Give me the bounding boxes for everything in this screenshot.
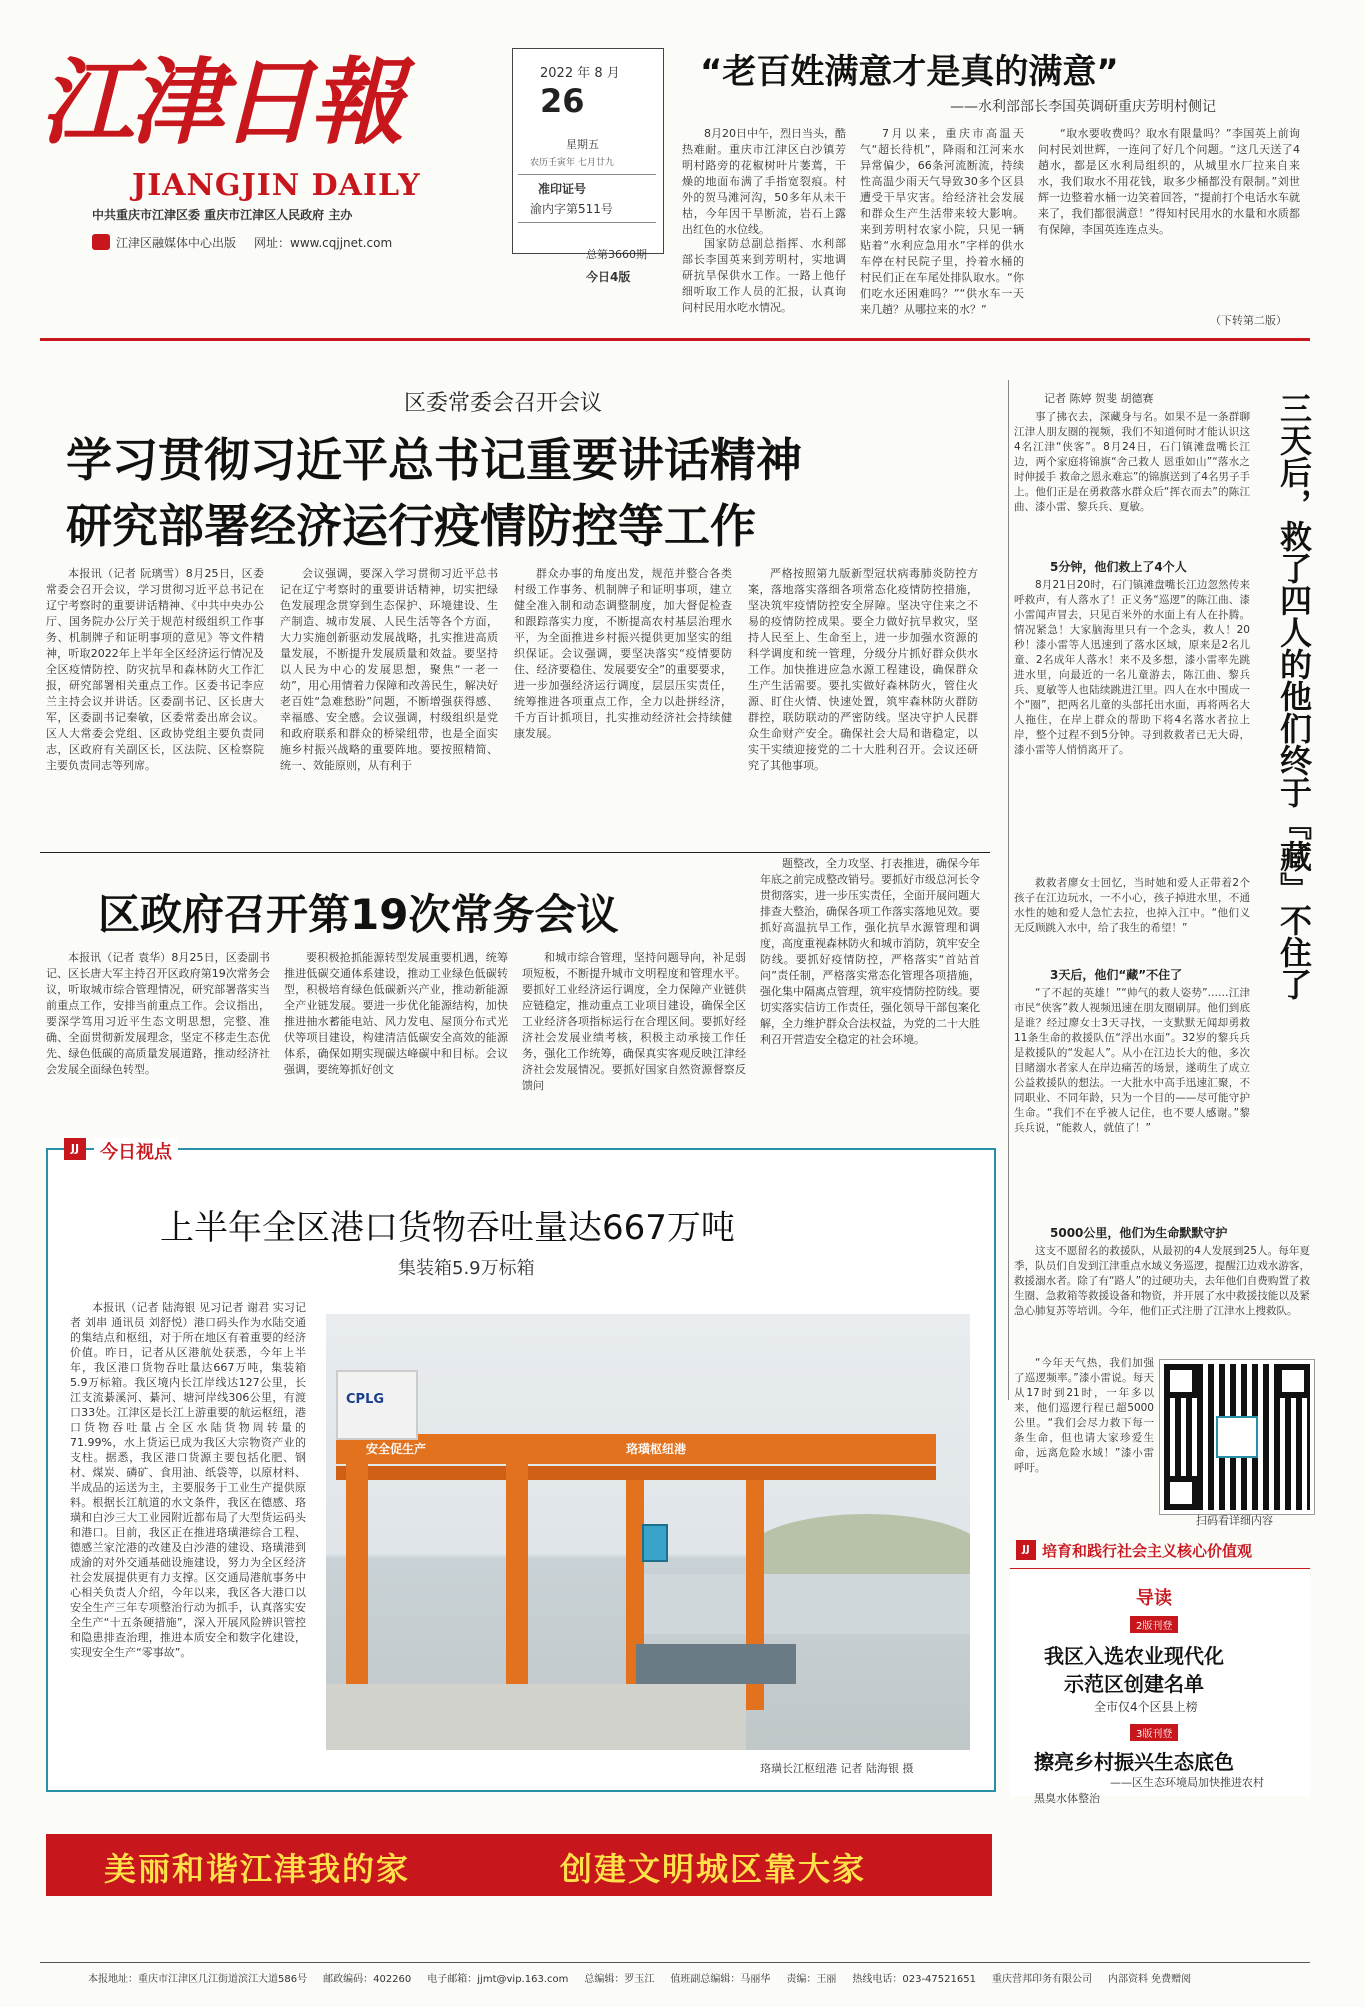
masthead-sponsors: 中共重庆市江津区委 重庆市江津区人民政府 主办 <box>92 208 353 222</box>
sidebar-para-4: “了不起的英雄！”“帅气的救人姿势”……江津市民“侠客”救人视频迅速在朋友圈刷屏。他们到底是谁？经过廖女士3天寻找，一支默默无闻却勇救11条生命的救援队伍“浮出水面”。32岁的黎兵兵是救援队的“发起人”。从小在江边长大的他，多次目睹溺水者家人在岸边痛苦的场景，遂萌生了成立公益救援队的想法。一大批水中高手迅速汇聚，不同职业、不同年龄，只为一个目的——尽可能守护生命。“我们不在乎被人记住，也不要人感谢。”黎兵兵说，“能救人，就值了！” <box>1014 987 1250 1134</box>
photo-sign-cplg: CPLG <box>346 1392 385 1407</box>
permit-label: 准印证号 <box>538 182 587 196</box>
feature-section-label: 今日视点 <box>94 1138 178 1164</box>
meeting2-col-4: 题整改，全力攻坚、打表推进，确保今年年底之前完成整改销号。要抓好市级总河长令贯彻落实，进一步压实责任，全面开展问题大排查大整治，确保各项工作落实落地见效。要抓好高温抗旱工作，强化抗旱水源管理和调度，高度重视森林防火和城市消防，筑牢安全防线。要抓好疫情防控，严格落实“首站首问”责任制，严格落实常态化管理各项措施，强化集中隔离点管理，筑牢疫情防控防线。要切实落实信访工作责任，强化领导干部包案化解，全力维护群众合法权益，为党的二十大胜利召开营造安全稳定的社会环境。 <box>760 857 980 1046</box>
footer-bar <box>88 1970 1310 1985</box>
footer-email: 电子邮箱：jjmt@vip.163.com <box>427 1974 569 1985</box>
permit-number: 渝内字第511号 <box>530 202 613 216</box>
date-weekday: 星期五 <box>566 138 599 151</box>
feature-photo <box>326 1314 970 1750</box>
feature-subtitle: 集装箱5.9万标箱 <box>398 1258 535 1279</box>
values-badge: JJ <box>1016 1540 1036 1560</box>
footer-address: 本报地址：重庆市江津区几江街道滨江大道586号 <box>88 1974 308 1985</box>
footer-editor: 责编：王丽 <box>786 1974 837 1985</box>
banner-left: 美丽和谐江津我的家 <box>104 1850 411 1888</box>
sidebar-para-6: “今年天气热，我们加强了巡逻频率。”漆小雷说。每天从17时到21时，一年多以来，他们巡逻行程已超5000公里。“我们会尽力救下每一条生命，但也请大家珍爱生命，远离危险水域！”漆小雷呼吁。 <box>1014 1357 1154 1474</box>
top-story-col-3: 7月以来，重庆市高温天气“超长待机”，降雨和江河来水异常偏少，66条河流断流，持续性高温少雨天气导致30多个区县遭受干旱灾害。给经济社会发展和群众生产生活带来较大影响。来到芳明村农家小院，只见一辆贴着“水利应急用水”字样的供水车停在村民院子里，拎着水桶的村民们正在车尾处排队取水。“你们吃水还困难吗？”“供水车一天来几趟？从哪拉来的水？” <box>860 127 1024 316</box>
meeting1-col-2: 会议强调，要深入学习贯彻习近平总书记在辽宁考察时的重要讲话精神，切实把绿色发展理念贯穿到生态保护、环境建设、生产制造、城市发展、人民生活等各个方面，大力实施创新驱动发展战略，扎实推进高质量发展，不断提升发展质量和效益。要坚持以人民为中心的发展思想，聚焦“一老一幼”，用心用情着力保障和改善民生，解决好老百姓“急难愁盼”问题，不断增强获得感、幸福感、安全感。会议强调，村级组织是党和政府联系和群众的桥梁纽带，也是全面实施乡村振兴战略的重要阵地。要按照精简、统一、效能原则，从有利于 <box>280 567 498 772</box>
guide-item2-title[interactable]: 擦亮乡村振兴生态底色 <box>1034 1750 1234 1774</box>
meeting2-col-3: 和城市综合管理，坚持问题导向，补足弱项短板，不断提升城市文明程度和管理水平。要抓好工业经济运行调度，全力保障产业链供应链稳定，推动重点工业项目建设，确保全区工业经济各项指标运行在合理区间。要抓好经济社会发展业绩考核，积极主动承接工作任务，强化工作统筹，确保真实客观反映江津经济社会发展情况。要抓好国家自然资源督察反馈问 <box>522 951 746 1092</box>
values-text: 培育和践行社会主义核心价值观 <box>1042 1542 1253 1560</box>
masthead-website: 网址：www.cqjjnet.com <box>254 236 393 250</box>
meeting2-col-2: 要积极抢抓能源转型发展重要机遇，统筹推进低碳交通体系建设，推动工业绿色低碳转型，积极培育绿色低碳新兴产业，推动新能源全产业链发展。要进一步优化能源结构，加快推进抽水蓄能电站、风力发电、屋顶分布式光伏等项目建设，构建清洁低碳安全高效的能源体系，确保如期实现碳达峰碳中和目标。会议强调，要统筹抓好创文 <box>284 951 508 1076</box>
date-year-month: 2022 年 8 月 <box>540 66 620 81</box>
feature-photo-caption: 珞璜长江枢纽港 记者 陆海银 摄 <box>760 1762 914 1775</box>
sidebar-para-1: 事了拂衣去，深藏身与名。如果不是一条群聊江津人朋友圈的视频，我们不知道何时才能认识这4名江津“侠客”。8月24日，石门镇滩盘嘴长江边，两个家庭将锦旗“舍己救人 恩重如山”“落水之时伸援手 救命之恩永难忘”的锦旗送到了4名男子手上。他们正是在勇救落水群众后“挥衣而去”的陈江曲、漆小雷、黎兵兵、夏敏。 <box>1014 411 1250 513</box>
feature-text: 本报讯（记者 陆海银 见习记者 谢君 实习记者 刘串 通讯员 刘舒悦）港口码头作为水陆交通的集结点和枢纽，对于所在地区有着重要的经济价值。昨日，记者从区港航处获悉，今年上半年，我区港口货物吞吐量达667万吨，集装箱5.9万标箱。我区境内长江岸线达127公里，长江支流綦溪河、綦河、塘河岸线306公里，有渡口33处。江津区是长江上游重要的航运枢纽，港口货物吞吐量占全区水陆货物周转量的71.99%，水上货运已成为我区大宗物资产业的支柱。据悉，我区港口货源主要包括化肥、钢材、煤炭、磷矿、食用油、纸袋等，以原材料、半成品的运送为主，主要服务于工业生产提供原料。根据长江航道的水文条件，我区在德感、珞璜和白沙三大工业园附近都布局了大型货运码头和港口。目前，我区正在推进珞璜港综合工程、德感兰家沱港的改建及白沙港的建设、珞璜港到成渝的对外交通基础设施建设，努力为全区经济社会发展提供更有力支撑。区交通局港航事务中心相关负责人介绍，今年以来，我区各大港口以安全生产三年专项整治行动为抓手，认真落实安全生产“十五条硬措施”，深入开展风险辨识管控和隐患排查治理，推进本质安全和数字化建设，实现安全生产“零事故”。 <box>70 1301 306 1659</box>
masthead-english: JIANGJIN DAILY <box>132 168 421 203</box>
sidebar-sub-2: 3天后，他们“藏”不住了 <box>1050 968 1183 982</box>
sidebar-byline: 记者 陈婷 贺斐 胡德赛 <box>1044 392 1154 405</box>
meeting1-col-3: 群众办事的角度出发，规范并整合各类村级工作事务、机制牌子和证明事项，建立健全准入制和动态调整制度，加大督促检查和跟踪落实力度，不断提高农村基层治理水平，为全面推进乡村振兴提供更加坚实的组织保证。会议强调，要坚决落实“疫情要防住、经济要稳住、发展要安全”的重要要求，进一步加强经济运行调度，层层压实责任，统筹推进各项重点工作，全力以赴拼经济，千方百计抓项目，扎实推动经济社会持续健康发展。 <box>514 567 732 740</box>
date-lunar: 农历壬寅年 七月廿九 <box>530 158 614 168</box>
sidebar-sub-1: 5分钟，他们救上了4个人 <box>1050 560 1187 574</box>
footer-internal: 内部资料 免费赠阅 <box>1107 1974 1192 1985</box>
photo-sign-2: 珞璜枢纽港 <box>626 1442 687 1456</box>
qr-code-icon[interactable] <box>1160 1360 1314 1514</box>
top-story-title: “老百姓满意才是真的满意” <box>700 52 1119 92</box>
guide-item1-title-1[interactable]: 我区入选农业现代化 <box>1044 1644 1224 1668</box>
meeting2-col-1: 本报讯（记者 袁华）8月25日，区委副书记、区长唐大军主持召开区政府第19次常务会议，听取城市综合管理情况，研究部署落实当前重点工作，安排当前重点工作。会议指出，要深学笃用习近平生态文明思想，完整、准确、全面贯彻新发展理念，坚定不移走生态优先、绿色低碳的高质量发展道路，推动经济社会发展全面绿色转型。 <box>46 951 270 1076</box>
date-day: 26 <box>540 82 585 120</box>
photo-container <box>642 1524 668 1562</box>
top-story-col-2: 国家防总副总指挥、水利部部长李国英来到芳明村，实地调研抗旱保供水工作。一路上他仔细听取工作人员的汇报，认真询问村民用水吃水情况。 <box>682 237 846 314</box>
sidebar-para-2: 8月21日20时，石门镇滩盘嘴长江边忽然传来呼救声，有人落水了！正义务“巡逻”的陈江曲、漆小雷闻声冒去，只见百米外的水面上有人在扑腾。情况紧急！大家脑海里只有一个念头，救人！20秒！漆小雷等人迅速到了落水区域，原来是2名儿童、2名成年人落水！来不及多想，漆小雷率先跳进水里，向最近的一名儿童游去，陈江曲、黎兵兵、夏敏等人也陆续跳进江里。四人在水中围成一个“圈”，把两名儿童的头部托出水面，再将两名大人拖住，在岸上群众的帮助下将4名落水者拉上岸，整个过程不到5分钟。寻到救救者已无大碍，漆小雷等人悄悄离开了。 <box>1014 579 1250 756</box>
meeting1-col-4: 严格按照第九版新型冠状病毒肺炎防控方案，落地落实落细各项常态化疫情防控措施，坚决筑牢疫情防控安全屏障。坚决守住来之不易的疫情防控成果。要全力做好抗旱救灾，坚持人民至上、生命至上，进一步加强水资源的科学调度和统一管理，分级分片抓好群众供水工作。加快推进应急水源工程建设，确保群众生产生活需要。要扎实做好森林防火，管住火源、盯住火情、快速处置，筑牢森林防火群防群控，联防联动的严密防线。坚决守护人民群众生命财产安全。确保社会大局和谐稳定，以实干实绩迎接党的二十大胜利召开。会议还研究了其他事项。 <box>748 567 978 772</box>
meeting1-title-1: 学习贯彻习近平总书记重要讲话精神 <box>66 433 802 487</box>
meeting1-kicker: 区委常委会召开会议 <box>404 391 603 416</box>
feature-badge: JJ <box>64 1138 86 1160</box>
photo-river <box>626 1574 970 1634</box>
masthead-publisher: 江津区融媒体中心出版 <box>116 236 237 250</box>
publisher-logo-icon <box>92 234 110 250</box>
masthead-title: 江津日報 <box>40 48 401 158</box>
top-story-col-4: “取水要收费吗？取水有限量吗？”李国英上前询问村民刘世辉，一连问了好几个问题。“这几天送了4趟水，都是区水利局组织的，从城里水厂拉来自来水，我们取水不用花钱，取多少桶都没有限制。”刘世辉一边整着水桶一边笑着回答，“提前打个电话水车就来了，我们都很满意！”得知村民用水的水量和水质都有保障，李国英连连点头。 <box>1038 127 1300 236</box>
guide-item1-sub: 全市仅4个区县上榜 <box>1094 1700 1198 1714</box>
sidebar-headline <box>1260 392 1314 1372</box>
footer-editor-chief: 总编辑：罗玉江 <box>584 1974 655 1985</box>
photo-ships <box>636 1644 796 1684</box>
photo-sign-1: 安全促生产 <box>366 1442 427 1456</box>
meeting1-col-1: 本报讯（记者 阮璃雪）8月25日，区委常委会召开会议，学习贯彻习近平总书记在辽宁考察时的重要讲话精神、《中共中央办公厅、国务院办公厅关于规范村级组织工作事务、机制牌子和证明事项的意见》等文件精神，听取2022年上半年全区经济运行情况及全区疫情防控、防灾抗旱和森林防火工作汇报，研究部署相关重点工作。区委书记李应兰主持会议并讲话。区委副书记、区长唐大军，区委副书记秦敏，区委常委出席会议。区人大常委会党组、区政协党组主要负责同志，区政府有关副区长，区法院、区检察院主要负责同志等列席。 <box>46 567 264 772</box>
sidebar-sub-3: 5000公里，他们为生命默默守护 <box>1050 1226 1228 1240</box>
top-story-continue: （下转第二版） <box>1210 314 1287 327</box>
feature-title: 上半年全区港口货物吞吐量达667万吨 <box>160 1208 735 1248</box>
sidebar-headline-text: 三天后，救了四人的他们终于『藏』不住了 <box>1275 392 1313 1000</box>
guide-item1-title-2[interactable]: 示范区创建名单 <box>1064 1672 1204 1696</box>
footer-duty-editor: 值班副总编辑：马丽华 <box>670 1974 771 1985</box>
footer-postcode: 邮政编码：402260 <box>323 1974 412 1985</box>
meeting1-title-2: 研究部署经济运行疫情防控等工作 <box>66 499 756 553</box>
banner-right: 创建文明城区靠大家 <box>560 1850 867 1888</box>
sidebar-para-5: 这支不愿留名的救援队，从最初的4人发展到25人。每年夏季，队员们自发到江津重点水域义务巡逻，提醒江边戏水游客，救援溺水者。除了有“路人”的过硬功夫，去年他们自费购置了救生圈、急救箱等救援设备和物资，并开展了水中救援技能以及紧急心肺复苏等培训。今年，他们正式注册了江津水上搜救队。 <box>1014 1245 1310 1317</box>
guide-item2-sub-1: ——区生态环境局加快推进农村 <box>1110 1776 1264 1789</box>
photo-crane-beam-lower <box>336 1466 936 1480</box>
footer-hotline: 热线电话：023-47521651 <box>852 1974 976 1985</box>
masthead-divider <box>40 338 1310 341</box>
photo-dock <box>326 1684 746 1750</box>
issue-number: 总第3660期 <box>586 248 647 261</box>
page-count: 今日4版 <box>586 270 631 284</box>
guide-item2-page: 3版刊登 <box>1130 1724 1178 1741</box>
qr-caption: 扫码看详细内容 <box>1196 1514 1273 1527</box>
guide-item2-sub-2: 黑臭水体整治 <box>1034 1792 1100 1805</box>
guide-title: 导读 <box>1136 1588 1172 1609</box>
top-story-col-1: 8月20日中午，烈日当头，酷热难耐。重庆市江津区白沙镇芳明村路旁的花椒树叶片萎蔫，干燥的地面布满了手指宽裂痕。村外的贺马滩河沟，50多年从未干枯，今年因干旱断流，岩石上露出红色的水位线。 <box>682 127 846 236</box>
sidebar-para-3: 救救者廖女士回忆，当时她和爱人正带着2个孩子在江边玩水，一不小心，孩子掉进水里，不通水性的她和爱人急忙去拉，也掉入江中。“他们义无反顾跳入水中，给了我生的希望！” <box>1014 877 1250 934</box>
top-story-subtitle: ——水利部部长李国英调研重庆芳明村侧记 <box>950 99 1216 115</box>
guide-item1-page: 2版刊登 <box>1130 1616 1178 1633</box>
footer-printer: 重庆营邦印务有限公司 <box>991 1974 1092 1985</box>
meeting2-title: 区政府召开第19次常务会议 <box>98 890 619 939</box>
